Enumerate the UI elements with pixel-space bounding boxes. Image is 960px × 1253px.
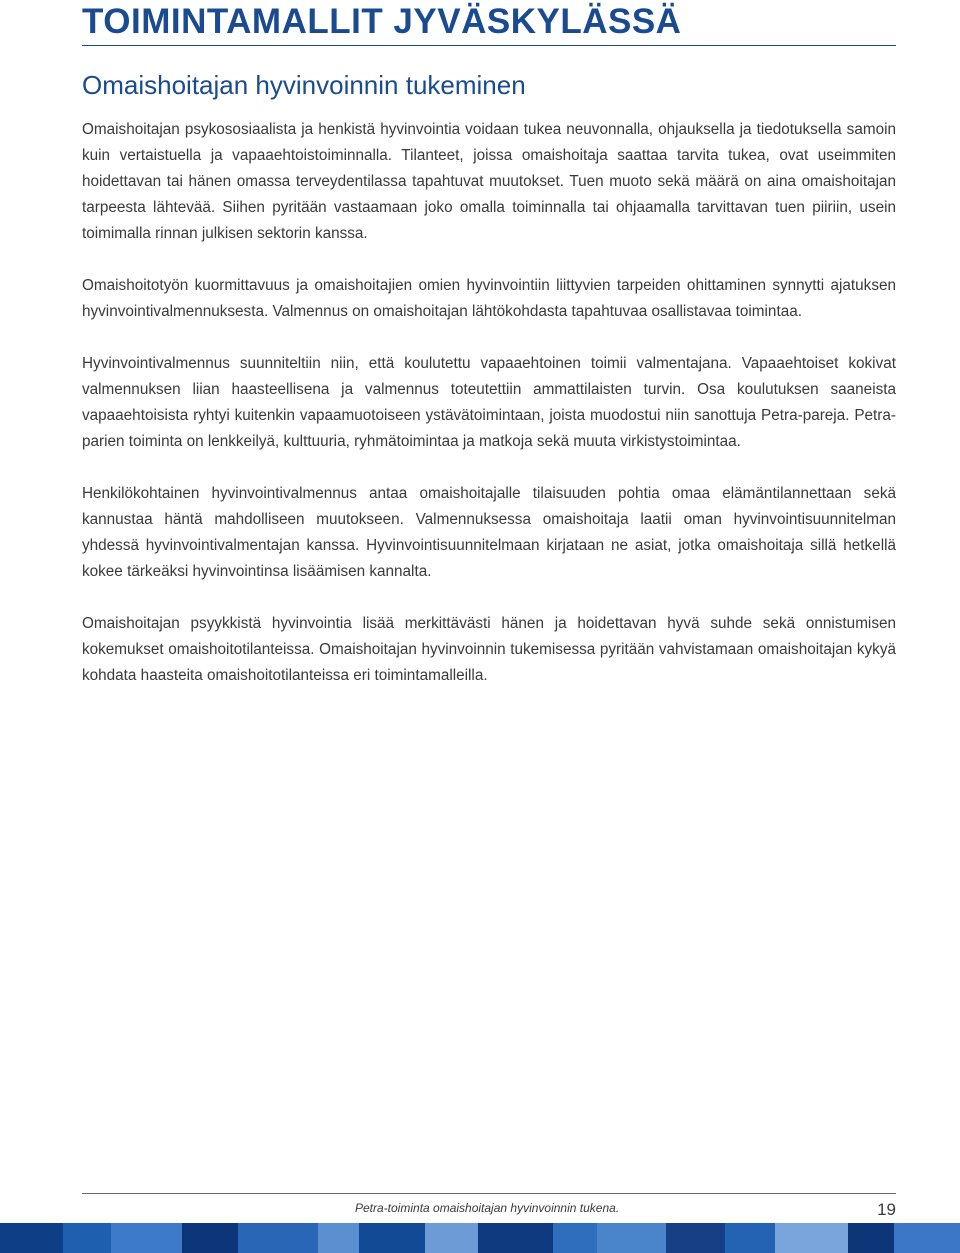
mosaic-tile bbox=[359, 1223, 426, 1253]
decorative-mosaic-strip bbox=[0, 1223, 960, 1253]
mosaic-tile bbox=[182, 1223, 238, 1253]
mosaic-tile bbox=[318, 1223, 359, 1253]
mosaic-tile bbox=[425, 1223, 478, 1253]
mosaic-tile bbox=[0, 1223, 63, 1253]
mosaic-tile bbox=[894, 1223, 960, 1253]
paragraph: Henkilökohtainen hyvinvointivalmennus antaa omaishoitajalle tilaisuuden pohtia omaa elämäntilannettaan sekä kannustaa häntä mahdolliseen muutokseen. Valmennuksessa omaishoitaja laatii oman hyvinvointisuunnitelman yhdessä hyvinvointivalmentajan kanssa. Hyvinvointisuunnitelmaan kirjataan ne asiat, jotka omaishoitaja sillä hetkellä kokee tärkeäksi hyvinvointinsa lisäämisen kannalta. bbox=[82, 485, 896, 580]
paragraph: Omaishoitajan psyykkistä hyvinvointia lisää merkittävästi hänen ja hoidettavan hyvä suhde sekä onnistumisen kokemukset omaishoitotilanteissa. Omaishoitajan hyvinvoinnin tukemisessa pyritään vahvistamaan omaishoitajan kykyä kohdata haasteita omaishoitotilanteissa eri toimintamalleilla. bbox=[82, 615, 896, 684]
section-title: Omaishoitajan hyvinvoinnin tukeminen bbox=[82, 70, 526, 100]
mosaic-tile bbox=[666, 1223, 725, 1253]
body-text bbox=[82, 117, 896, 715]
mosaic-tile bbox=[553, 1223, 598, 1253]
mosaic-tile bbox=[478, 1223, 553, 1253]
page-heading: TOIMINTAMALLIT JYVÄSKYLÄSSÄ bbox=[82, 2, 682, 41]
mosaic-tile bbox=[238, 1223, 319, 1253]
mosaic-tile bbox=[63, 1223, 112, 1253]
heading-divider bbox=[82, 45, 896, 46]
paragraph: Omaishoitajan psykososiaalista ja henkistä hyvinvointia voidaan tukea neuvonnalla, ohjauksella ja tiedotuksella samoin kuin vertaistuella ja vapaaehtoistoiminnalla. Tilanteet, joissa omaishoitaja saattaa tarvita tukea, ovat useimmiten hoidettavan tai hänen omassa terveydentilassa tapahtuvat muutokset. Tuen muoto sekä määrä on aina omaishoitajan tarpeesta lähtevää. Siihen pyritään vastaamaan joko omalla toiminnalla tai ohjaamalla tarvittavan tuen piiriin, usein toimimalla rinnan julkisen sektorin kanssa. bbox=[82, 121, 896, 242]
paragraph: Omaishoitotyön kuormittavuus ja omaishoitajien omien hyvinvointiin liittyvien tarpeiden ohittaminen synnytti ajatuksen hyvinvointivalmennuksesta. Valmennus on omaishoitajan lähtökohdasta tapahtuvaa osallistavaa toimintaa. bbox=[82, 277, 896, 320]
paragraph: Hyvinvointivalmennus suunniteltiin niin, että koulutettu vapaaehtoinen toimii valmentajana. Vapaaehtoiset kokivat valmennuksen liian haasteellisena ja valmennus toteutettiin ammattilaisten turvin. Osa koulutuksen saaneista vapaaehtoisista ryhtyi kuitenkin vapaamuotoiseen ystävätoimintaan, joista muodostui niin sanottuja Petra-pareja. Petra-parien toiminta on lenkkeilyä, kulttuuria, ryhmätoimintaa ja matkoja sekä muuta virkistystoimintaa. bbox=[82, 355, 896, 450]
page-number: 19 bbox=[877, 1200, 896, 1219]
mosaic-tile bbox=[111, 1223, 182, 1253]
mosaic-tile bbox=[775, 1223, 848, 1253]
mosaic-tile bbox=[597, 1223, 666, 1253]
footer-divider bbox=[82, 1193, 896, 1194]
footer-caption: Petra-toiminta omaishoitajan hyvinvoinnin tukena. bbox=[355, 1201, 620, 1215]
mosaic-tile bbox=[725, 1223, 776, 1253]
mosaic-tile bbox=[848, 1223, 895, 1253]
